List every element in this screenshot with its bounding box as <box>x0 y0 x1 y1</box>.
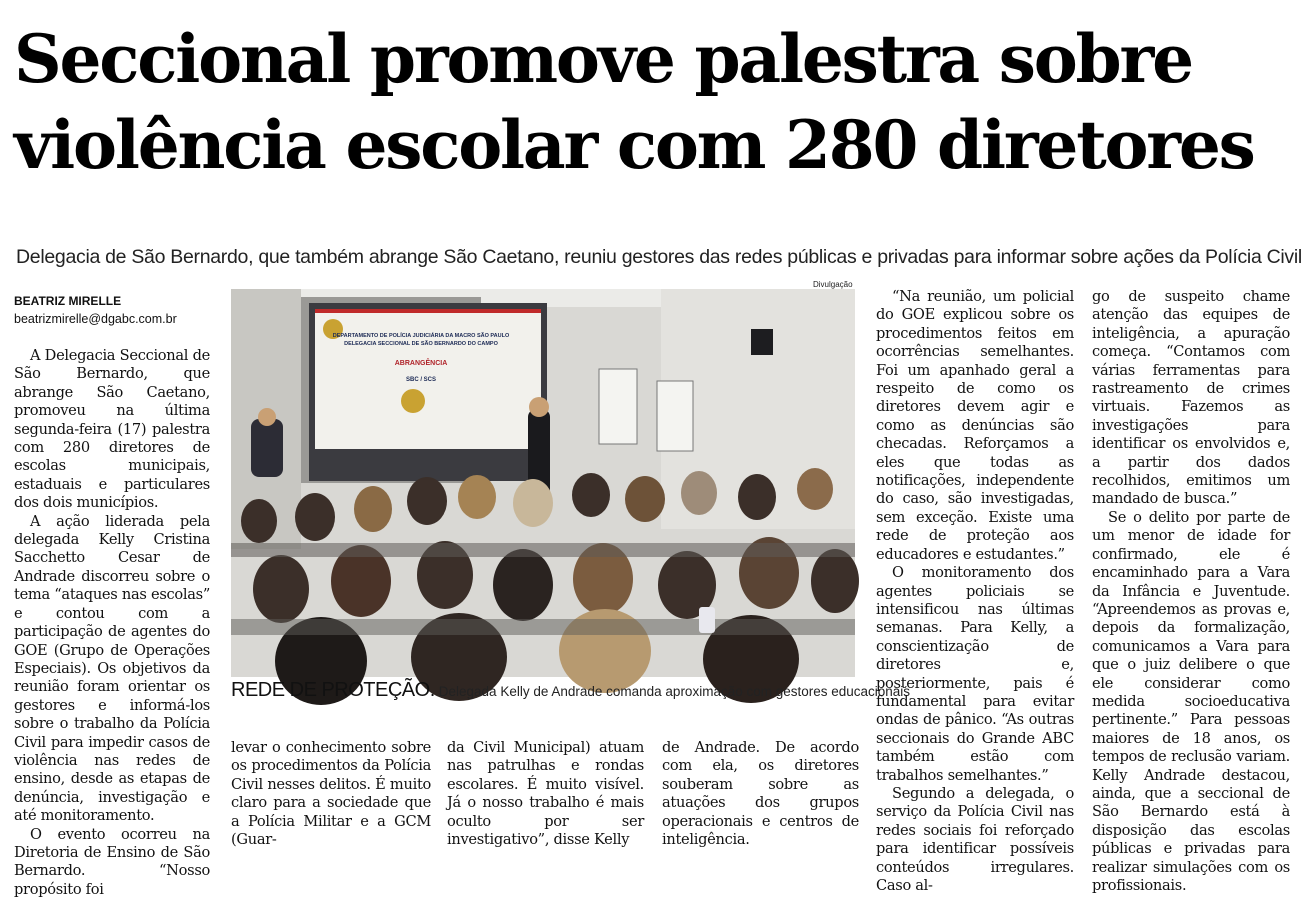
slide-heading: ABRANGÊNCIA <box>394 360 448 367</box>
paragraph: A Delegacia Seccional de São Bernardo, que abrange São Caetano, promoveu na última segunda-feira (17) palestra com 280 diretores de escolas municipais, estaduais e particulares dos dois municípios. <box>14 347 210 512</box>
auditorium-illustration <box>231 289 855 677</box>
news-photo <box>231 289 855 677</box>
headline-line-1: Seccional promove palestra sobre <box>14 20 1192 98</box>
paragraph: “Na reunião, um policial do GOE explicou sobre os procedimentos feitos em ocorrências semelhantes. Foi um apanhado geral a respeito de como os diretores devem agir e como as denúncias são checadas. Reforçamos a eles que todas as notificações, independente do caso, são investigadas, sem exceção. Existe uma rede de proteção aos educadores e estudantes.” <box>876 288 1074 563</box>
paragraph: Segundo a delegada, o serviço da Polícia Civil nas redes sociais foi reforçado para identificar possíveis conteúdos irregulares. Caso al- <box>876 784 1074 894</box>
headline <box>14 16 1289 188</box>
byline-email: beatrizmirelle@dgabc.com.br <box>14 312 177 326</box>
crest-icon <box>401 389 425 413</box>
article-column-3 <box>447 739 644 849</box>
paragraph: de Andrade. De acordo com ela, os diretores souberam sobre as atuações dos grupos operacionais e centros de inteligência. <box>662 739 859 849</box>
paragraph: go de suspeito chame atenção das equipes de inteligência, a apuração começa. “Contamos com várias ferramentas para rastreamento de crimes virtuais. Fazemos as investigações para identificar os envolvidos e, a partir dos dados recolhidos, emitimos um mandado de busca.” <box>1092 288 1290 508</box>
article-column-1 <box>14 347 210 898</box>
phone-icon <box>699 607 715 633</box>
subheadline: Delegacia de São Bernardo, que também abrange São Caetano, reuniu gestores das redes públicas e privadas para informar sobre ações da Polícia Civil <box>16 246 1302 268</box>
slide-text-1: DEPARTAMENTO DE POLÍCIA JUDICIÁRIA DA MACRO SÃO PAULO <box>332 333 510 339</box>
paragraph: O monitoramento dos agentes policiais se intensificou nas últimas semanas. Para Kelly, a conscientização de diretores e, posteriormente, pais é fundamental para evitar ondas de pânico. “As outras seccionais do Grande ABC também estão com trabalhos semelhantes.” <box>876 564 1074 784</box>
standing-person-figure <box>251 419 283 477</box>
paragraph: levar o conhecimento sobre os procedimentos da Polícia Civil nesses delitos. É muito claro para a sociedade que a Polícia Militar e a GCM (Guar- <box>231 739 431 849</box>
caption-text: Delegada Kelly de Andrade comanda aproximação com gestores educacionais <box>438 684 911 699</box>
byline-author: BEATRIZ MIRELLE <box>14 294 122 308</box>
paragraph: Se o delito por parte de um menor de idade for confirmado, ele é encaminhado para a Vara da Infância e Juventude. “Apreendemos as provas e, depois da formalização, comunicamos a Vara para que o juiz delibere o que ele considerar como medida socioeducativa pertinente.” Para pessoas maiores de 18 anos, os tempos de reclusão variam. Kelly Andrade destacou, ainda, que a seccional de São Bernardo está à disposição das escolas públicas e privadas para realizar simulações com os profissionais. <box>1092 508 1290 894</box>
photo-credit: Divulgação <box>813 280 853 289</box>
caption-title: REDE DE PROTEÇÃO. <box>231 679 435 701</box>
paragraph: O evento ocorreu na Diretoria de Ensino de São Bernardo. “Nosso propósito foi <box>14 825 210 898</box>
paragraph: da Civil Municipal) atuam nas patrulhas e rondas escolares. É muito visível. Já o nosso trabalho é mais oculto por ser investigativo”, disse Kelly <box>447 739 644 849</box>
slide-text-2: DELEGACIA SECCIONAL DE SÃO BERNARDO DO CAMPO <box>344 341 498 347</box>
slide-subheading: SBC / SCS <box>405 377 437 383</box>
photo-caption <box>231 679 911 702</box>
article-column-4 <box>662 739 859 849</box>
headline-line-2: violência escolar com 280 diretores <box>14 106 1254 184</box>
loudspeaker-icon <box>751 329 773 355</box>
article-column-6 <box>1092 288 1290 894</box>
paragraph: A ação liderada pela delegada Kelly Cristina Sacchetto Cesar de Andrade discorreu sobre o tema “ataques nas escolas” e contou com a participação de agentes do GOE (Grupo de Operações Especiais). Os objetivos da reunião foram orientar os gestores e informá-los sobre o trabalho da Polícia Civil para impedir casos de violência nas redes de ensino, desde as etapas de denúncia, investigação e até monitoramento. <box>14 512 210 825</box>
article-column-5 <box>876 288 1074 894</box>
article-column-2 <box>231 739 431 849</box>
